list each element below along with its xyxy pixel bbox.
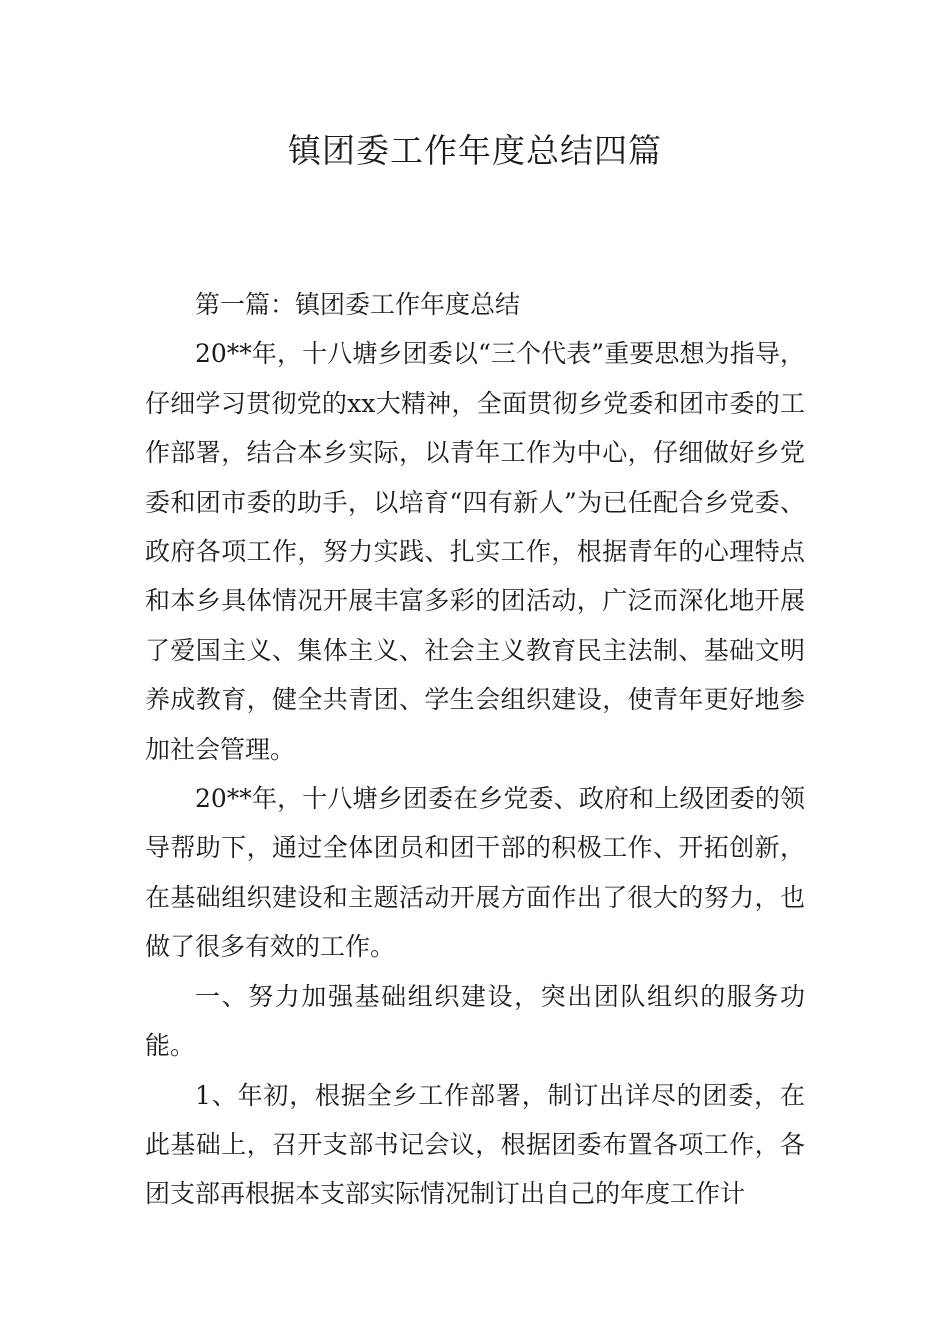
- section-heading: 第一篇：镇团委工作年度总结: [195, 290, 521, 319]
- document-body: [145, 280, 805, 1219]
- paragraph: 20**年，十八塘乡团委在乡党委、政府和上级团委的领导帮助下，通过全体团员和团干部的积极工作、开拓创新，在基础组织建设和主题活动开展方面作出了很大的努力，也做了很多有效的工作。: [145, 784, 805, 962]
- document-title: 镇团委工作年度总结四篇: [288, 131, 662, 170]
- paragraph: 20**年，十八塘乡团委以“三个代表”重要思想为指导，仔细学习贯彻党的xx大精神，全面贯彻乡党委和团市委的工作部署，结合本乡实际，以青年工作为中心，仔细做好乡党委和团市委的助手，以培育“四有新人”为已任配合乡党委、政府各项工作，努力实践、扎实工作，根据青年的心理特点和本乡具体情况开展丰富多彩的团活动，广泛而深化地开展了爱国主义、集体主义、社会主义教育民主法制、基础文明养成教育，健全共青团、学生会组织建设，使青年更好地参加社会管理。: [145, 339, 805, 764]
- paragraph: 1、年初，根据全乡工作部署，制订出详尽的团委，在此基础上，召开支部书记会议，根据团委布置各项工作，各团支部再根据本支部实际情况制订出自己的年度工作计: [145, 1080, 805, 1209]
- paragraph: 一、努力加强基础组织建设，突出团队组织的服务功能。: [145, 981, 805, 1061]
